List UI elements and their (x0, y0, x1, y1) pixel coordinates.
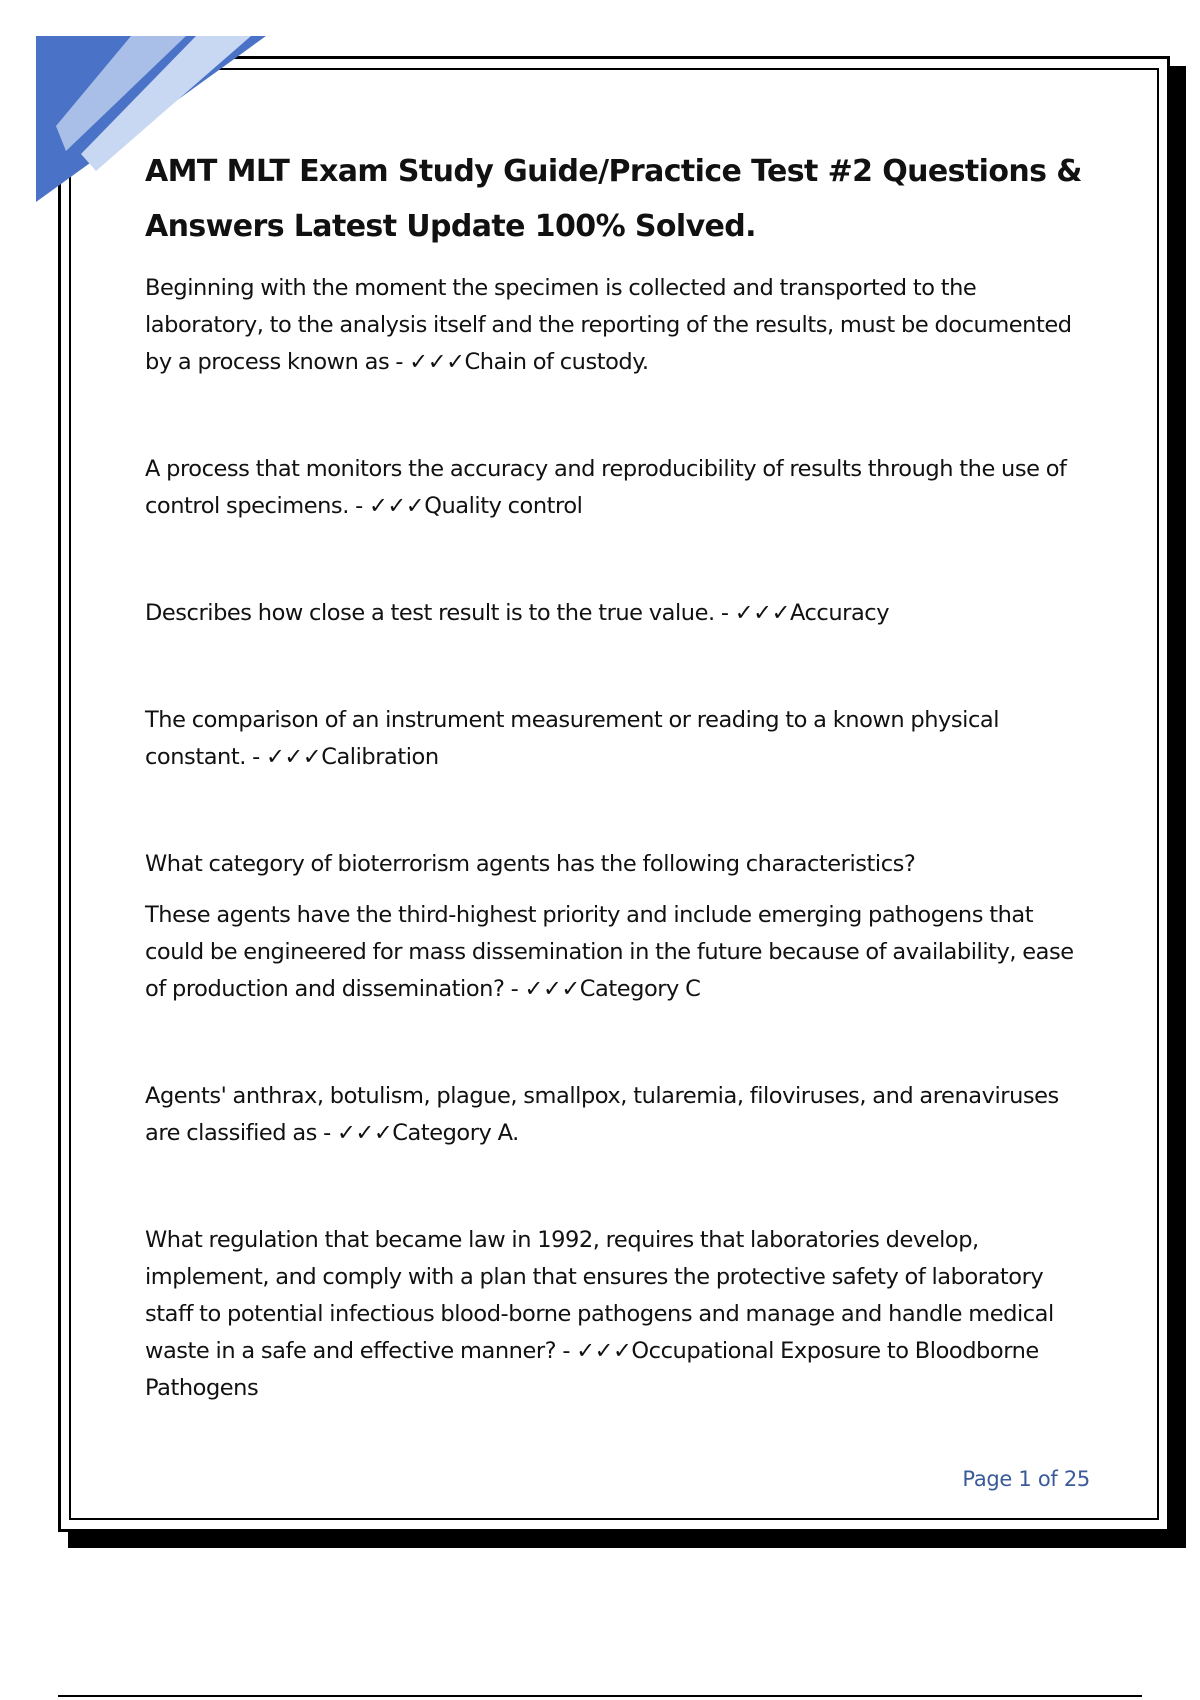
qa-item-accuracy: Describes how close a test result is to the true value. - ✓✓✓Accuracy (145, 600, 890, 626)
bottom-rule-divider (58, 1695, 1142, 1697)
qa-item-category-c: These agents have the third-highest priority and include emerging pathogens that could be engineered for mass dissemination in the future because of availability, ease of production and dissemination? - ✓✓✓Category C (145, 902, 1074, 1002)
document-title: AMT MLT Exam Study Guide/Practice Test #2 Questions & Answers Latest Update 100% Solved. (145, 154, 1082, 244)
qa-item-quality-control: A process that monitors the accuracy and reproducibility of results through the use of control specimens. - ✓✓✓Quality control (145, 456, 1067, 519)
qa-item-bioterrorism-question: What category of bioterrorism agents has the following characteristics? (145, 851, 916, 877)
document-body (145, 144, 1095, 1407)
qa-item-category-a: Agents' anthrax, botulism, plague, smallpox, tularemia, filoviruses, and arenaviruses are classified as - ✓✓✓Category A. (145, 1083, 1059, 1146)
qa-item-calibration: The comparison of an instrument measurement or reading to a known physical constant. - ✓✓✓Calibration (145, 707, 1000, 770)
qa-item-chain-of-custody: Beginning with the moment the specimen is collected and transported to the laboratory, to the analysis itself and the reporting of the results, must be documented by a process known as - ✓✓✓Chain of custody. (145, 275, 1072, 375)
page-number: Page 1 of 25 (962, 1467, 1090, 1491)
qa-item-bloodborne-pathogens: What regulation that became law in 1992, requires that laboratories develop, implement, and comply with a plan that ensures the protective safety of laboratory staff to potential infectious blood-borne pathogens and manage and handle medical waste in a safe and effective manner? - ✓✓✓Occupational Exposure to Bloodborne Pathogens (145, 1227, 1054, 1401)
